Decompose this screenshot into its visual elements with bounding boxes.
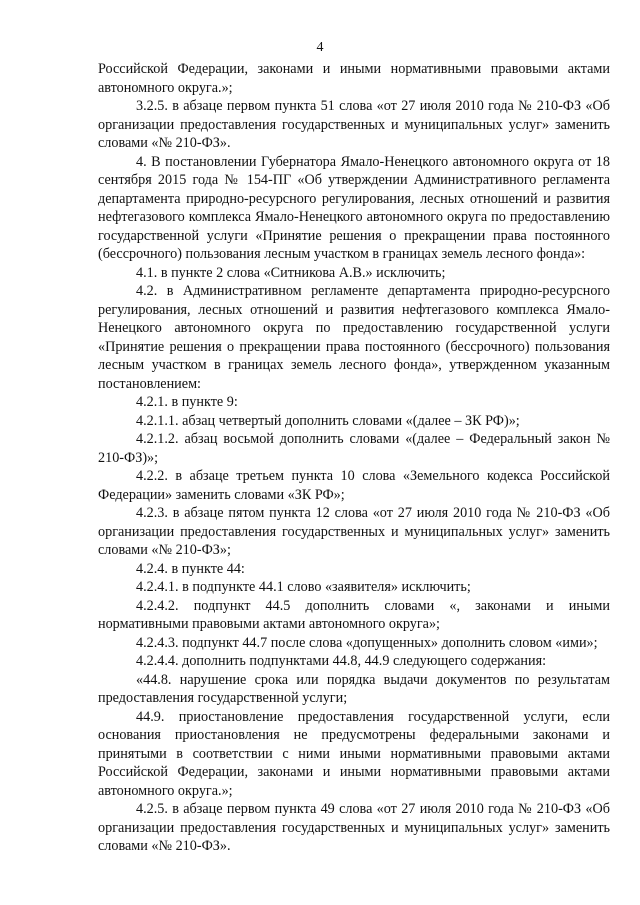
paragraph-4-2-3: 4.2.3. в абзаце пятом пункта 12 слова «от 27 июля 2010 года № 210-ФЗ «Об организации предоставления государственных и муниципальных услуг» заменить словами «№ 210-ФЗ»; (98, 505, 610, 558)
document-body (98, 60, 610, 856)
paragraph-continuation: Российской Федерации, законами и иными нормативными правовыми актами автономного округа.»; (98, 61, 610, 96)
paragraph-4-2-4-1: 4.2.4.1. в подпункте 44.1 слово «заявителя» исключить; (136, 579, 471, 595)
paragraph-44-8: «44.8. нарушение срока или порядка выдачи документов по результатам предоставления государственной услуги; (98, 671, 610, 706)
paragraph-4-2: 4.2. в Административном регламенте департамента природно-ресурсного регулирования, лесных отношений и развития нефтегазового комплекса Ямало-Ненецкого автономного округа по предоставлению государственной услуги «Принятие решения о прекращении права постоянного (бессрочного) пользования лесным участком в границах земель лесного фонда», утвержденном указанным постановлением: (98, 283, 610, 392)
paragraph-4-2-1: 4.2.1. в пункте 9: (136, 394, 238, 410)
paragraph-44-9: 44.9. приостановление предоставления государственной услуги, если основания приостановления не предусмотрены федеральными законами и принятыми в соответствии с ними иными нормативными правовыми актами Российской Федерации, законами и иными нормативными правовыми актами автономного округа.»; (98, 708, 610, 799)
paragraph-4-2-1-1: 4.2.1.1. абзац четвертый дополнить словами «(далее – ЗК РФ)»; (136, 412, 520, 429)
paragraph-4-2-1-2: 4.2.1.2. абзац восьмой дополнить словами «(далее – Федеральный закон № 210-ФЗ)»; (98, 431, 610, 466)
paragraph-4-2-4-3: 4.2.4.3. подпункт 44.7 после слова «допущенных» дополнить словом «ими»; (136, 634, 598, 651)
paragraph-4-2-4: 4.2.4. в пункте 44: (136, 560, 245, 577)
paragraph-4-2-2: 4.2.2. в абзаце третьем пункта 10 слова «Земельного кодекса Российской Федерации» заменить словами «ЗК РФ»; (98, 468, 610, 503)
paragraph-3-2-5: 3.2.5. в абзаце первом пункта 51 слова «от 27 июля 2010 года № 210-ФЗ «Об организации предоставления государственных и муниципальных услуг» заменить словами «№ 210-ФЗ». (98, 98, 610, 151)
paragraph-4-2-4-4: 4.2.4.4. дополнить подпунктами 44.8, 44.9 следующего содержания: (136, 653, 547, 669)
paragraph-4-2-4-2: 4.2.4.2. подпункт 44.5 дополнить словами «, законами и иными нормативными правовыми актами автономного округа»; (98, 597, 610, 632)
paragraph-4: 4. В постановлении Губернатора Ямало-Ненецкого автономного округа от 18 сентября 2015 года № 154-ПГ «Об утверждении Административного регламента департамента природно-ресурсного регулирования, лесных отношений и развития нефтегазового комплекса Ямало-Ненецкого автономного округа по предоставлению государственной услуги «Принятие решения о прекращении права постоянного (бессрочного) пользования лесным участком в границах земель лесного фонда»: (98, 153, 610, 262)
paragraph-4-2-5: 4.2.5. в абзаце первом пункта 49 слова «от 27 июля 2010 года № 210-ФЗ «Об организации предоставления государственных и муниципальных услуг» заменить словами «№ 210-ФЗ». (98, 801, 610, 854)
paragraph-4-1: 4.1. в пункте 2 слова «Ситникова А.В.» исключить; (136, 264, 446, 281)
page-number: 4 (316, 40, 324, 55)
